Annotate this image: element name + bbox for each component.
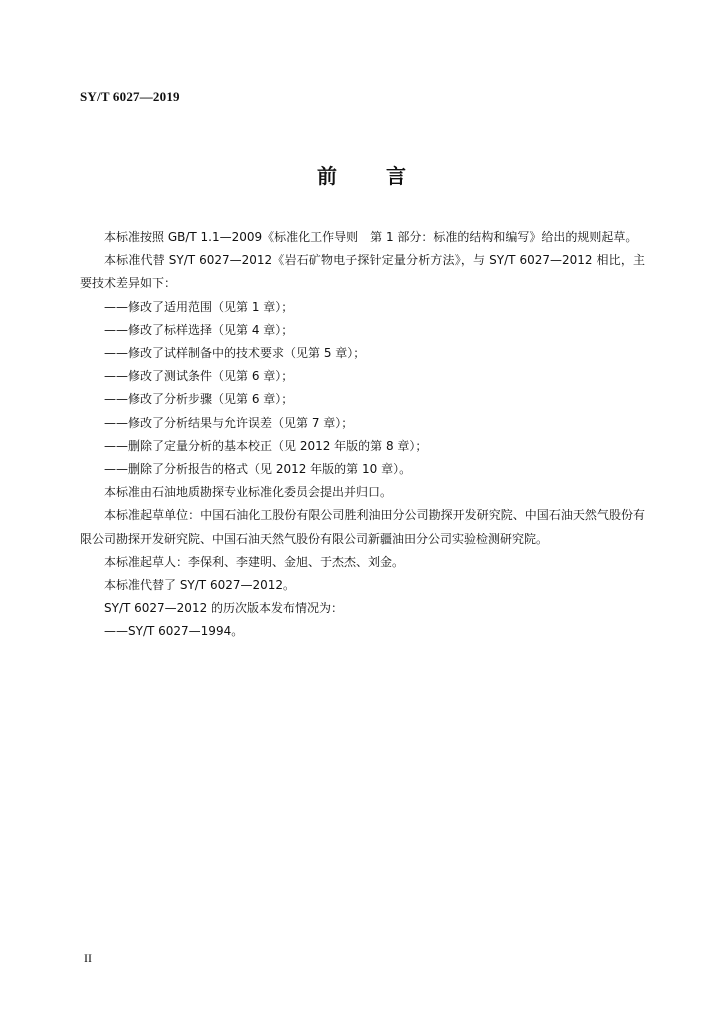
history-item: ——SY/T 6027—1994。 xyxy=(104,624,244,639)
change-item: ——修改了分析步骤（见第 6 章）； xyxy=(104,392,294,407)
foreword-body xyxy=(80,226,645,644)
change-item: ——修改了适用范围（见第 1 章）； xyxy=(104,299,294,314)
page-number: II xyxy=(84,951,92,965)
paragraph-drafting-rules: 本标准按照 GB/T 1.1—2009《标准化工作导则 第 1 部分：标准的结构和编写》给出的规则起草。 xyxy=(104,230,638,244)
paragraph-replacement: 本标准代替 SY/T 6027—2012《岩石矿物电子探针定量分析方法》，与 SY/T 6027—2012 相比，主要技术差异如下： xyxy=(80,253,645,291)
change-item: ——修改了试样制备中的技术要求（见第 5 章）； xyxy=(104,346,366,361)
standard-code: SY/T 6027—2019 xyxy=(80,89,180,104)
paragraph-proposer: 本标准由石油地质勘探专业标准化委员会提出并归口。 xyxy=(104,485,393,500)
change-item: ——修改了测试条件（见第 6 章）； xyxy=(104,369,294,384)
paragraph-drafting-units: 本标准起草单位：中国石油化工股份有限公司胜利油田分公司勘探开发研究院、中国石油天然气股份有限公司勘探开发研究院、中国石油天然气股份有限公司新疆油田分公司实验检测研究院。 xyxy=(80,508,645,546)
paragraph-drafters: 本标准起草人：李保利、李建明、金旭、于杰杰、刘金。 xyxy=(104,554,405,569)
paragraph-history-intro: SY/T 6027—2012 的历次版本发布情况为： xyxy=(104,601,344,616)
change-item: ——删除了定量分析的基本校正（见 2012 年版的第 8 章）； xyxy=(104,438,428,453)
change-item: ——修改了分析结果与允许误差（见第 7 章）； xyxy=(104,415,354,430)
page-title: 前 言 xyxy=(317,164,407,188)
change-item: ——删除了分析报告的格式（见 2012 年版的第 10 章）。 xyxy=(104,462,412,477)
paragraph-supersedes: 本标准代替了 SY/T 6027—2012。 xyxy=(104,578,296,593)
change-item: ——修改了标样选择（见第 4 章）； xyxy=(104,322,294,337)
